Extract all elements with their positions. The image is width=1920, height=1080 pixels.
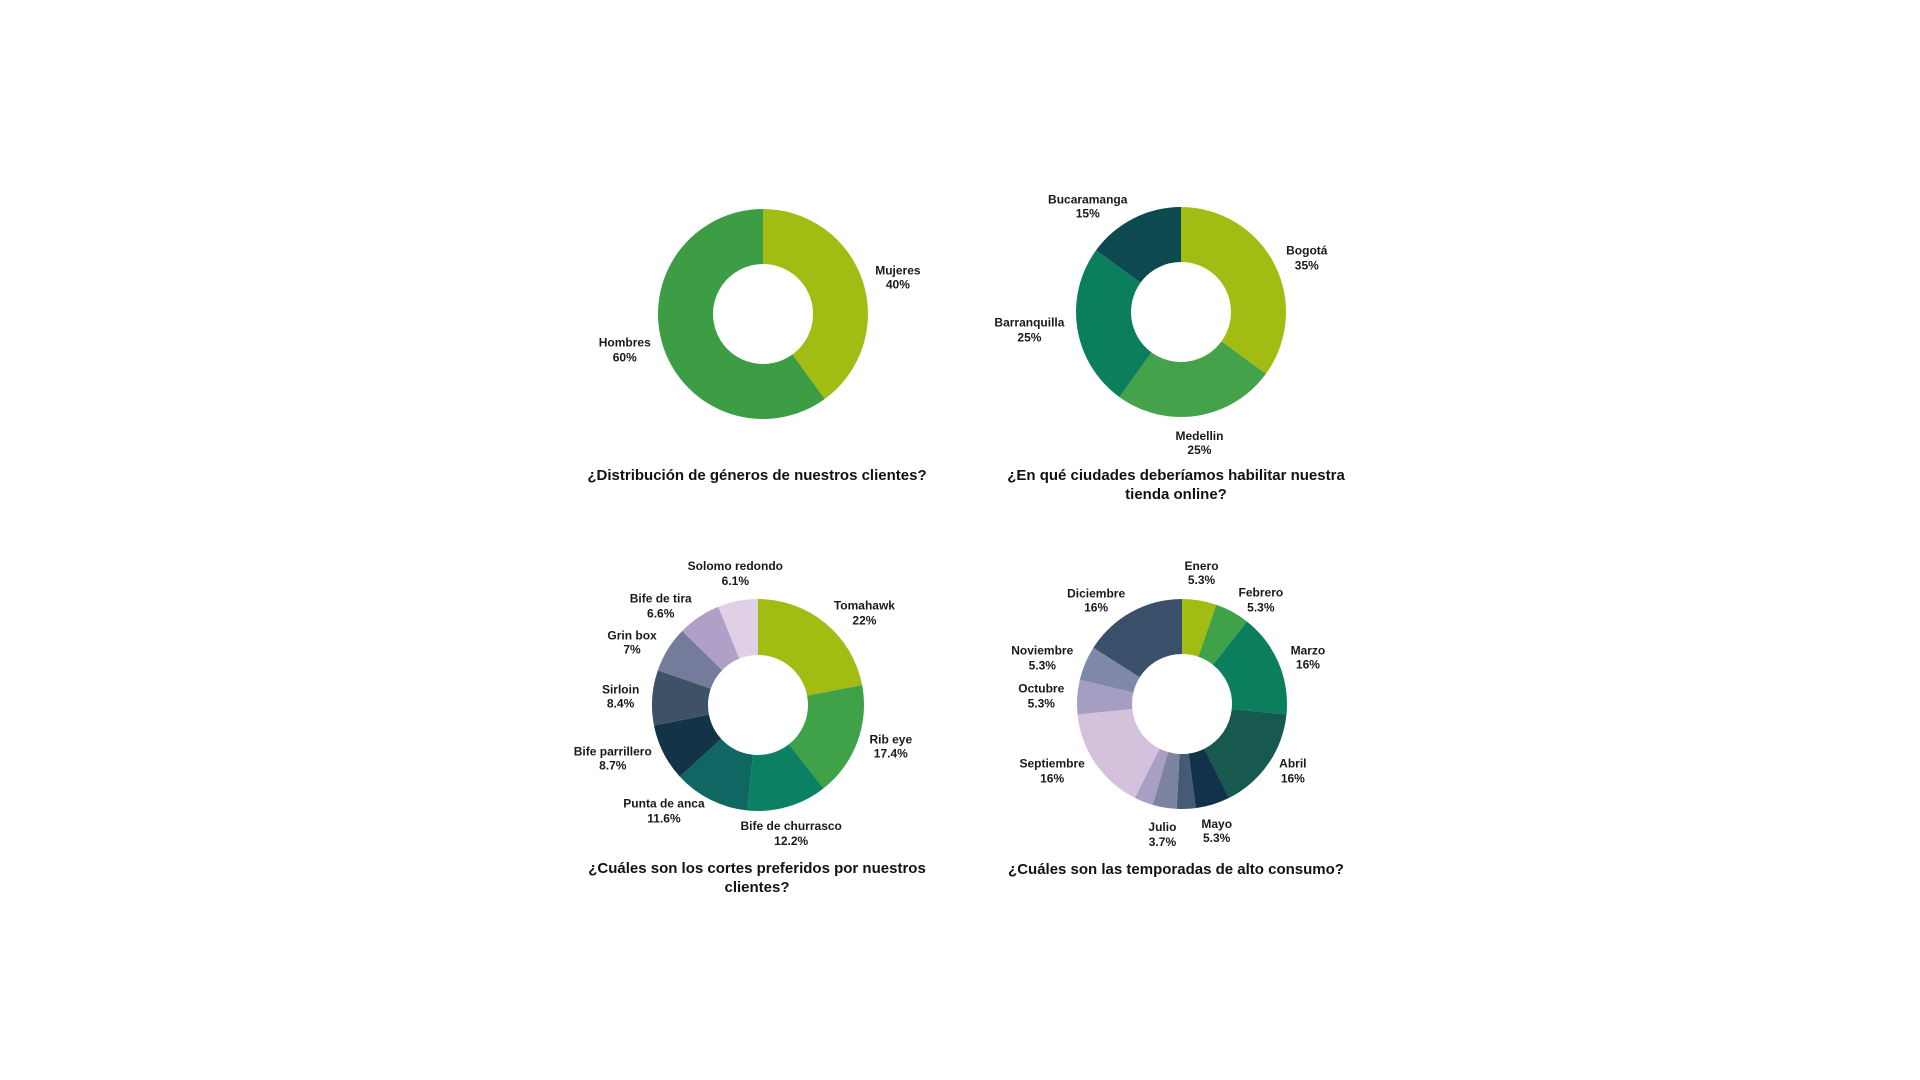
generos-donut-svg — [656, 207, 870, 421]
segment-label-bife-de-churrasco — [741, 819, 842, 848]
segment-name: Medellin — [1175, 428, 1224, 443]
segment-percent: 7% — [623, 642, 641, 657]
segment-label-solomo-redondo — [688, 559, 783, 588]
segment-label-bogot — [1286, 244, 1327, 273]
segment-name: Barranquilla — [994, 315, 1065, 330]
segment-name: Abril — [1279, 756, 1307, 771]
segment-name: Rib eye — [869, 732, 913, 747]
segment-percent: 17.4% — [873, 746, 908, 761]
segment-percent: 35% — [1294, 258, 1319, 273]
segment-label-medellin — [1175, 429, 1223, 458]
chart-title-cortes: ¿Cuáles son los cortes preferidos por nuestros clientes? — [588, 860, 926, 897]
segment-percent: 3.7% — [1148, 834, 1177, 849]
segment-percent: 60% — [612, 350, 637, 365]
segment-percent: 16% — [1040, 770, 1065, 785]
chart-title-generos: ¿Distribución de géneros de nuestros clientes? — [587, 467, 927, 484]
segment-name: Bucaramanga — [1048, 192, 1128, 207]
segment-name: Mayo — [1201, 816, 1233, 831]
ciudades-donut-svg — [1074, 205, 1288, 419]
segment-label-rib-eye — [869, 732, 912, 761]
segment-label-enero — [1185, 558, 1219, 587]
segment-name: Septiembre — [1019, 756, 1085, 771]
segment-name: Bife de churrasco — [740, 819, 842, 834]
segment-label-bife-parrillero — [574, 744, 652, 773]
segment-bogot — [1181, 207, 1286, 374]
segment-percent: 8.4% — [606, 696, 635, 711]
segment-name: Diciembre — [1067, 585, 1126, 600]
chart-title-ciudades: ¿En qué ciudades deberíamos habilitar nuestra tienda online? — [1007, 467, 1345, 504]
segment-percent: 16% — [1280, 770, 1305, 785]
segment-name: Julio — [1148, 820, 1177, 835]
segment-name: Hombres — [598, 335, 651, 350]
segment-name: Octubre — [1018, 681, 1065, 696]
segment-label-mujeres — [875, 263, 920, 292]
segment-label-noviembre — [1011, 644, 1073, 673]
segment-name: Febrero — [1238, 585, 1284, 600]
segment-percent: 22% — [852, 613, 877, 628]
segment-percent: 11.6% — [647, 811, 681, 826]
segment-percent: 25% — [1017, 330, 1042, 345]
segment-name: Marzo — [1290, 643, 1326, 658]
segment-percent: 25% — [1187, 443, 1212, 458]
segment-name: Grin box — [607, 627, 657, 642]
segment-label-octubre — [1018, 682, 1064, 711]
cortes-donut-svg — [650, 597, 866, 813]
segment-percent: 6.6% — [647, 606, 675, 621]
segment-name: Bife parrillero — [573, 744, 652, 759]
segment-label-marzo — [1291, 643, 1326, 672]
segment-label-mayo — [1201, 817, 1232, 846]
segment-name: Noviembre — [1011, 643, 1074, 658]
segment-name: Tomahawk — [833, 598, 895, 613]
segment-percent: 12.2% — [774, 833, 809, 848]
segment-name: Solomo redondo — [687, 558, 783, 573]
segment-label-barranquilla — [994, 316, 1064, 345]
segment-percent: 8.7% — [599, 758, 627, 773]
segment-name: Mujeres — [875, 262, 921, 277]
segment-percent: 6.1% — [721, 573, 750, 588]
segment-percent: 16% — [1295, 657, 1320, 672]
segment-name: Bogotá — [1286, 243, 1328, 258]
segment-percent: 5.3% — [1187, 573, 1216, 587]
segment-tomahawk — [758, 599, 862, 696]
segment-percent: 40% — [885, 277, 910, 292]
segment-percent: 5.3% — [1203, 831, 1231, 846]
segment-percent: 5.3% — [1027, 696, 1055, 711]
temporadas-donut-svg — [1075, 597, 1289, 811]
segment-percent: 5.3% — [1028, 658, 1056, 673]
segment-label-hombres — [599, 336, 651, 365]
segment-percent: 15% — [1075, 206, 1100, 221]
segment-name: Punta de anca — [623, 796, 705, 811]
segment-label-julio — [1148, 820, 1176, 849]
segment-name: Sirloin — [601, 682, 640, 697]
segment-label-sirloin — [602, 682, 639, 711]
chart-title-temporadas: ¿Cuáles son las temporadas de alto consumo? — [1008, 861, 1344, 878]
segment-percent: 16% — [1084, 600, 1109, 615]
segment-name: Bife de tira — [629, 591, 692, 606]
segment-percent: 5.3% — [1247, 600, 1275, 615]
segment-name: Enero — [1184, 558, 1219, 573]
